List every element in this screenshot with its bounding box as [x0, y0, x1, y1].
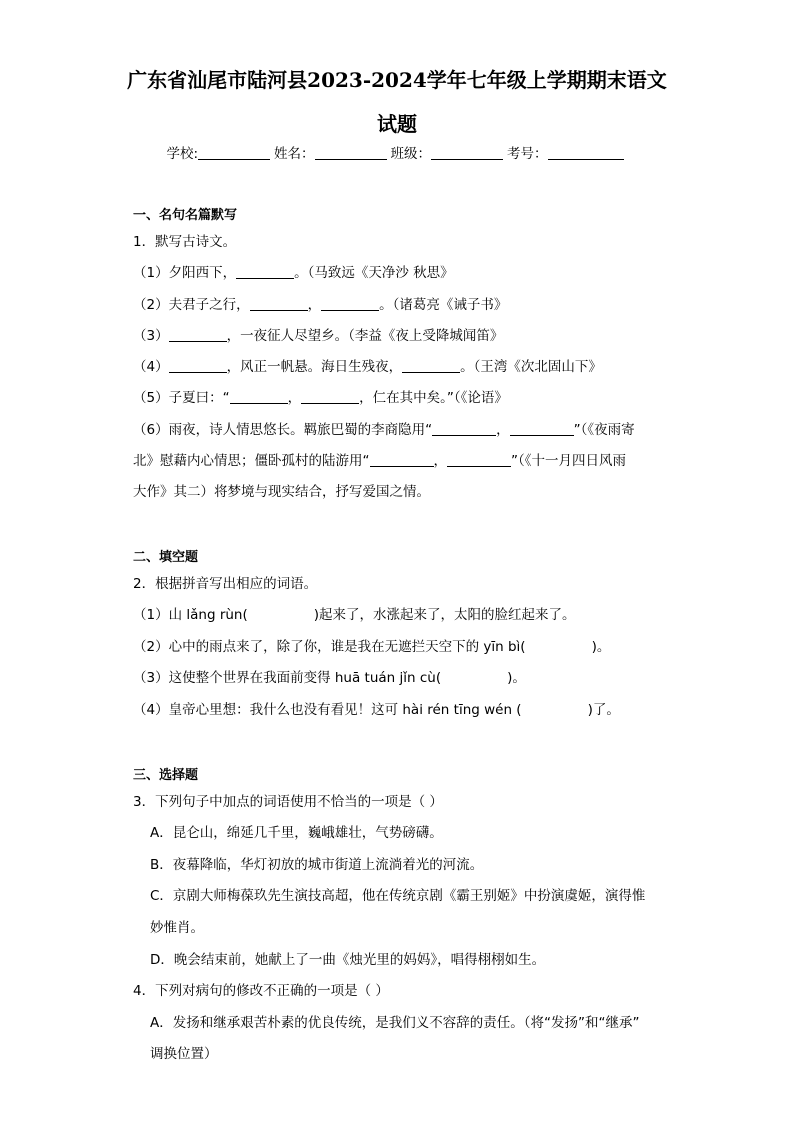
class-label: 班级： [390, 146, 432, 162]
school-blank [198, 145, 270, 160]
exam-no-label: 考号： [507, 146, 548, 162]
q4-option-a-cont: 调换位置） [150, 1046, 218, 1062]
answer-blank [510, 422, 574, 436]
q3-option-c: C．京剧大师梅葆玖先生演技高超，他在传统京剧《霸王别姬》中扮演虞姬，演得惟 [150, 888, 646, 904]
student-info-line [0, 144, 794, 164]
q1-item-5: （5）子夏曰：“ ， ，仁在其中矣。”（《论语》 [133, 390, 508, 406]
section-heading-2: 二、填空题 [133, 550, 199, 565]
class-blank [431, 145, 503, 160]
q1-item-6: （6）雨夜，诗人情思悠长。羁旅巴蜀的李商隐用“ ， ”（《夜雨寄 [133, 422, 635, 438]
q1-item-3: （3） ，一夜征人尽望乡。（李益《夜上受降城闻笛》 [133, 328, 504, 344]
answer-blank [230, 390, 288, 404]
question-3-stem: 3．下列句子中加点的词语使用不恰当的一项是（ ） [133, 794, 443, 810]
school-label: 学校: [166, 146, 199, 162]
question-1-stem: 1．默写古诗文。 [133, 234, 237, 250]
q2-item-4: （4）皇帝心里想：我什么也没有看见！这可 hài rén tīng wén ( )了。 [133, 702, 620, 718]
document-title-line1: 广东省汕尾市陆河县2023-2024学年七年级上学期期末语文 [127, 68, 667, 92]
q3-option-a: A．昆仑山，绵延几千里，巍峨雄壮，气势磅礴。 [150, 825, 443, 841]
answer-blank [169, 328, 227, 342]
q1-item-2: （2）夫君子之行， ， 。（诸葛亮《诫子书》 [133, 297, 508, 313]
q1-item-1: （1）夕阳西下， 。（马致远《天净沙 秋思》 [133, 265, 454, 281]
answer-blank [236, 265, 294, 279]
section-heading-3: 三、选择题 [133, 768, 199, 783]
q2-item-3: （3）这使整个世界在我面前变得 huā tuán jǐn cù( )。 [133, 670, 526, 686]
document-title-line2: 试题 [377, 112, 417, 136]
name-label: 姓名： [274, 146, 315, 162]
answer-blank [402, 359, 460, 373]
question-4-stem: 4．下列对病句的修改不正确的一项是（ ） [133, 983, 389, 999]
answer-blank [301, 390, 359, 404]
q1-item-6-line2: 北》慰藉内心情思；僵卧孤村的陆游用“ ， ”（《十一月四日风雨 [133, 453, 626, 469]
answer-blank [250, 297, 308, 311]
answer-blank [321, 297, 379, 311]
q2-item-2: （2）心中的雨点来了，除了你，谁是我在无遮拦天空下的 yīn bì( )。 [133, 639, 611, 655]
q1-item-6-line3: 大作》其二）将梦境与现实结合，抒写爱国之情。 [133, 484, 430, 500]
answer-blank [432, 422, 496, 436]
q3-option-b: B．夜幕降临，华灯初放的城市街道上流淌着光的河流。 [150, 857, 484, 873]
answer-blank [169, 359, 227, 373]
question-2-stem: 2．根据拼音写出相应的词语。 [133, 576, 318, 592]
q2-item-1: （1）山 lǎng rùn( )起来了，水涨起来了，太阳的脸红起来了。 [133, 607, 576, 623]
answer-blank [447, 453, 511, 467]
q1-item-4: （4） ，风正一帆悬。海日生残夜， 。（王湾《次北固山下》 [133, 359, 602, 375]
q3-option-c-cont: 妙惟肖。 [150, 920, 204, 936]
name-blank [315, 145, 387, 160]
section-heading-1: 一、名句名篇默写 [133, 208, 238, 223]
q3-option-d: D．晚会结束前，她献上了一曲《烛光里的妈妈》，唱得栩栩如生。 [150, 952, 546, 968]
answer-blank [370, 453, 434, 467]
exam-no-blank [548, 145, 624, 160]
q4-option-a: A．发扬和继承艰苦朴素的优良传统，是我们义不容辞的责任。（将“发扬”和“继承” [150, 1015, 640, 1031]
